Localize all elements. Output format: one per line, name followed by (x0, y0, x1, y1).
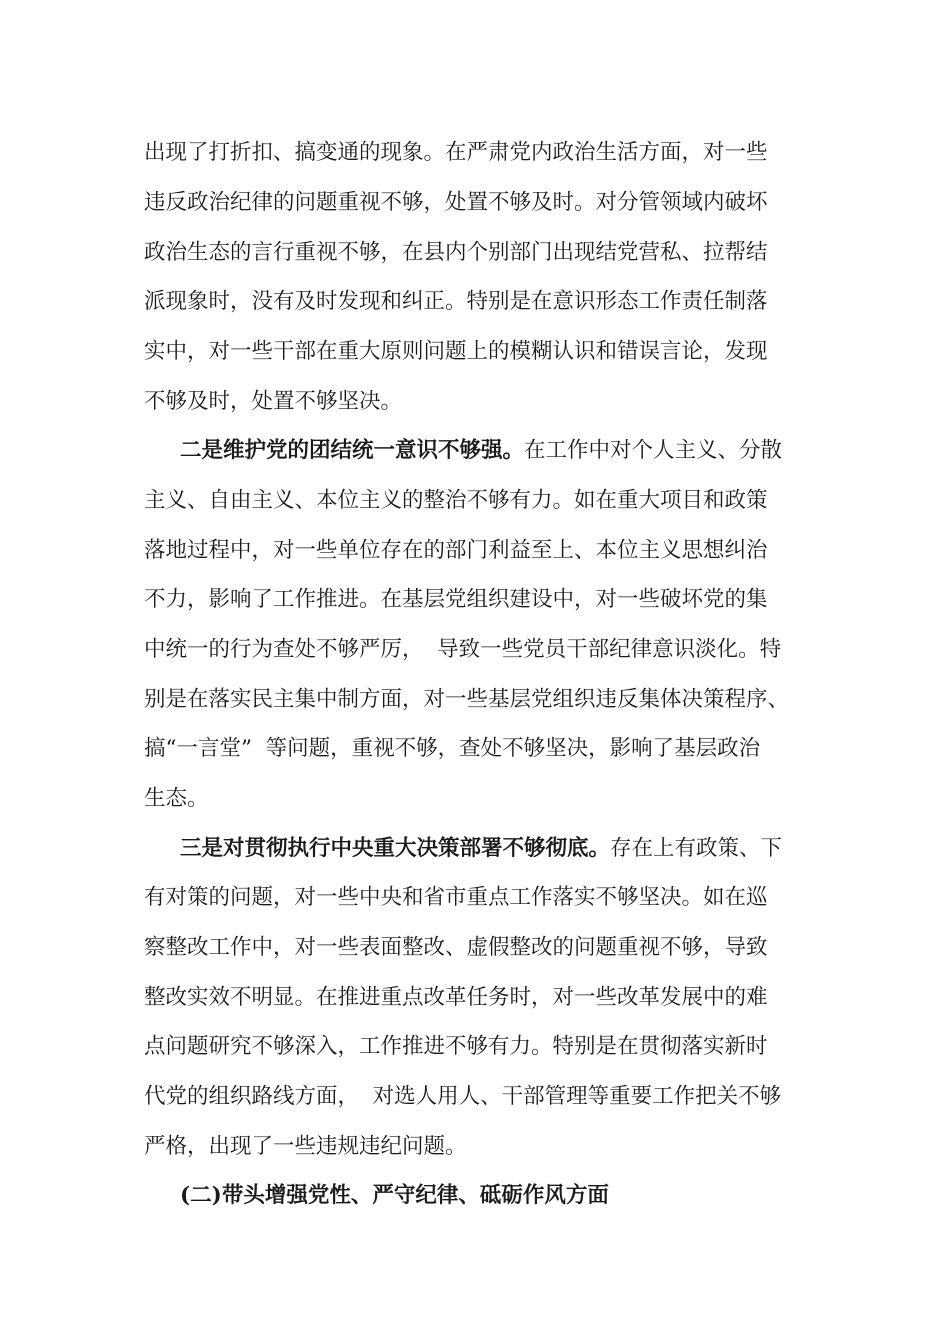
paragraph-2-line-2: 主义、自由主义、本位主义的整治不够有力。如在重大项目和政策 (144, 488, 768, 513)
paragraph-1-line-3: 政治生态的言行重视不够，在县内个别部门出现结党营私、拉帮结 (144, 240, 768, 265)
paragraph-1-line-4: 派现象时，没有及时发现和纠正。特别是在意识形态工作责任制落 (144, 289, 768, 314)
section-heading: (二)带头增强党性、严守纪律、砥砺作风方面 (180, 1183, 609, 1208)
paragraph-1-line-5: 实中，对一些干部在重大原则问题上的模糊认识和错误言论，发现 (144, 339, 768, 364)
paragraph-3-line-5: 点问题研究不够深入，工作推进不够有力。特别是在贯彻落实新时 (144, 1034, 768, 1059)
paragraph-3-heading: 三是对贯彻执行中央重大决策部署不够彻底。 (180, 836, 611, 861)
paragraph-3-line-2: 有对策的问题，对一些中央和省市重点工作落实不够坚决。如在巡 (144, 885, 768, 910)
paragraph-2-line-3: 落地过程中，对一些单位存在的部门利益至上、本位主义思想纠治 (144, 538, 768, 563)
paragraph-2-heading: 二是维护党的团结统一意识不够强。 (180, 438, 525, 463)
paragraph-3-first-line (180, 834, 782, 864)
paragraph-2-line-5: 中统一的行为查处不够严厉， 导致一些党员干部纪律意识淡化。特 (144, 637, 782, 662)
paragraph-2-line-8: 生态。 (144, 786, 209, 811)
paragraph-3-line-7: 严格，出现了一些违规违纪问题。 (144, 1134, 467, 1159)
paragraph-2-line-7: 搞“一言堂” 等问题，重视不够，查处不够坚决，影响了基层政治 (144, 736, 761, 761)
paragraph-2-first-line (180, 436, 782, 466)
paragraph-2-line-6: 别是在落实民主集中制方面，对一些基层党组织违反集体决策程序、 (144, 687, 790, 712)
paragraph-3-line-4: 整改实效不明显。在推进重点改革任务时，对一些改革发展中的难 (144, 985, 768, 1010)
paragraph-1-line-6: 不够及时，处置不够坚决。 (144, 389, 403, 414)
paragraph-3-line-6: 代党的组织路线方面， 对选人用人、干部管理等重要工作把关不够 (144, 1084, 782, 1109)
paragraph-1-line-2: 违反政治纪律的问题重视不够，处置不够及时。对分管领域内破坏 (144, 190, 768, 215)
paragraph-2-first-line-rest: 在工作中对个人主义、分散 (524, 438, 783, 463)
paragraph-2-line-4: 不力，影响了工作推进。在基层党组织建设中，对一些破坏党的集 (144, 587, 768, 612)
paragraph-3-first-line-rest: 存在上有政策、下 (610, 836, 783, 861)
paragraph-3-line-3: 察整改工作中，对一些表面整改、虚假整改的问题重视不够，导致 (144, 935, 768, 960)
paragraph-1-line-1: 出现了打折扣、搞变通的现象。在严肃党内政治生活方面，对一些 (144, 140, 768, 165)
